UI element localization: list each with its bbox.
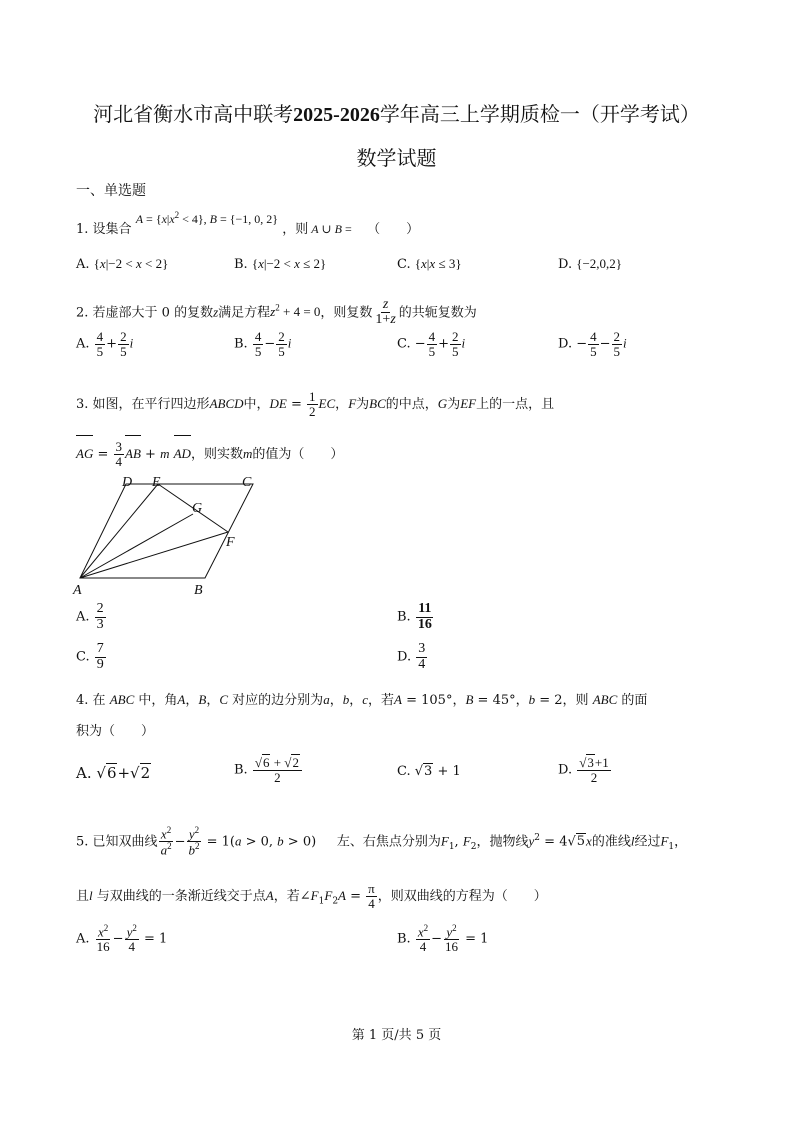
question-4: 4. 在 ABC 中，角A，B，C 对应的边分别为a，b，c，若A = 105°，B = 45°，b = 2，则 ABC 的面	[76, 692, 648, 708]
question-1: 1. 设集合 $A = \{x|x^2 < 4\}$, B = {−1, 0, 2} ，则 A ∪ B = （ ）	[76, 210, 420, 237]
q3-option-a[interactable]: A. $\frac{2}{3}$	[76, 601, 104, 632]
q5-option-a[interactable]: A. $\frac{x^2}{16}$ − $\frac{y^2}{4}$ = 1	[76, 923, 168, 954]
q2-option-c[interactable]: C. − $\frac{4}{5}$ + $\frac{2}{5}$ i	[397, 329, 466, 359]
q3-option-d[interactable]: D. $\frac{3}{4}$	[397, 641, 426, 672]
page-footer: 第 1 页/共 5 页	[351, 1028, 442, 1043]
q1-option-b[interactable]: B. {x|−2 < x ≤ 2}	[234, 256, 327, 272]
q4-option-a[interactable]: A. √6+√2	[76, 764, 151, 782]
q3-option-b[interactable]: B. $\frac{11}{16}$	[397, 601, 432, 632]
question-2: 2. 若虚部大于 0 的复数z满足方程$z^2 + 4 = 0$，则复数 $\frac{z}{1+z}$ 的共轭复数为	[76, 296, 477, 328]
q4-option-d[interactable]: D. $\frac{√3+1}{2}$	[558, 755, 609, 785]
question-5-cont: 且l 与双曲线的一条渐近线交于点A，若$\angle F_1F_2A$ = $\frac{\pi}{4}$ ，则双曲线的方程为（ ）	[76, 881, 547, 911]
q3-option-c[interactable]: C. $\frac{7}{9}$	[76, 641, 104, 672]
page-title: 河北省衡水市高中联考2025-2026学年高三上学期质检一（开学考试）	[93, 102, 700, 126]
section-heading: 一、单选题	[76, 183, 146, 199]
q1-option-c[interactable]: C. {x|x ≤ 3}	[397, 256, 462, 272]
question-3-cont: AG = $\frac{3}{4}$ AB + m AD，则实数m的值为（ ）	[76, 436, 343, 473]
figure-label-d: D	[122, 475, 133, 490]
question-4-cont: 积为（ ）	[76, 724, 155, 739]
q1-option-d[interactable]: D. {−2,0,2}	[558, 256, 623, 272]
q1-option-a[interactable]: A. {x|−2 < x < 2}	[76, 256, 169, 272]
question-5: 5. 已知双曲线 $\frac{x^2}{a^2}$ − $\frac{y^2}{b^2}$ = 1(a > 0, b > 0) 左、右焦点分别为$F_1$, $F_2$，抛物线$y^2 = 4√5x$的准线l经过$F_1$，	[76, 825, 688, 858]
q4-option-c[interactable]: C. √3 + 1	[397, 764, 461, 779]
question-3: 3. 如图，在平行四边形ABCD中，DE = $\frac{1}{2}$ EC，F为BC的中点，G为EF上的一点，且	[76, 389, 555, 419]
figure-label-f: F	[226, 535, 235, 550]
q4-option-b[interactable]: B. $\frac{√6 + √2}{2}$	[234, 756, 303, 784]
q2-option-b[interactable]: B. $\frac{4}{5}$ − $\frac{2}{5}$ i	[234, 329, 292, 359]
figure-label-b: B	[194, 583, 203, 598]
figure-label-e: E	[152, 475, 161, 490]
page-subtitle: 数学试题	[356, 146, 437, 170]
figure-label-g: G	[192, 501, 203, 516]
q2-option-a[interactable]: A. $\frac{4}{5}$ + $\frac{2}{5}$ i	[76, 329, 134, 359]
figure-label-c: C	[242, 475, 252, 490]
q2-option-d[interactable]: D. − $\frac{4}{5}$ − $\frac{2}{5}$ i	[558, 329, 627, 359]
parallelogram-figure	[70, 474, 270, 600]
q5-option-b[interactable]: B. $\frac{x^2}{4}$ − $\frac{y^2}{16}$ = 1	[397, 923, 489, 954]
figure-label-a: A	[73, 583, 82, 598]
